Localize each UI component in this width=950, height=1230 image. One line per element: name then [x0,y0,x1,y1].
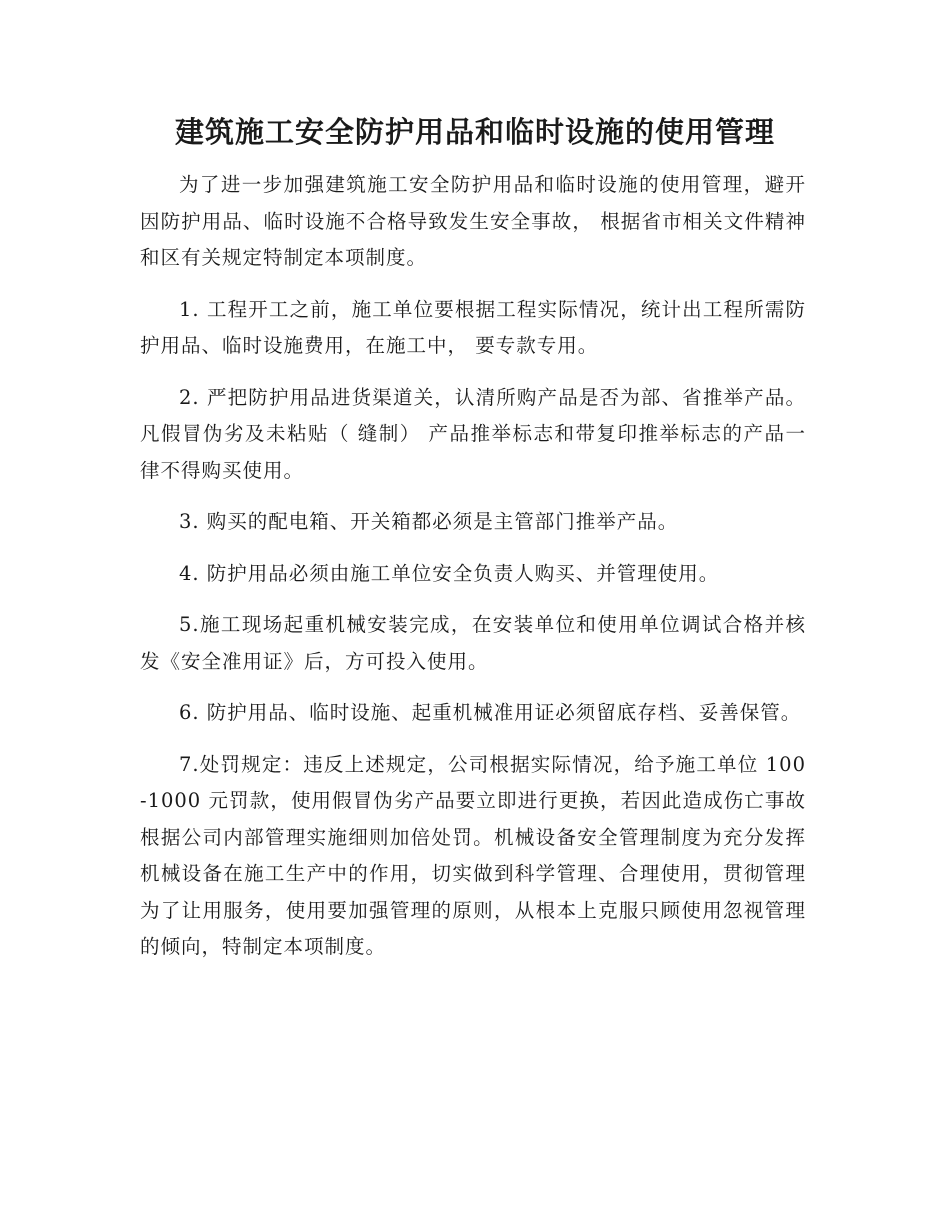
rule-3-paragraph: 3. 购买的配电箱、开关箱都必须是主管部门推举产品。 [179,510,679,533]
document-body [140,167,806,981]
rule-2-paragraph: 2. 严把防护用品进货渠道关，认清所购产品是否为部、省推举产品。凡假冒伪劣及未粘贴（ 缝制） 产品推举标志和带复印推举标志的产品一律不得购买使用。 [140,385,806,482]
document-title: 建筑施工安全防护用品和临时设施的使用管理 [174,115,775,149]
rule-6-paragraph: 6. 防护用品、临时设施、起重机械准用证必须留底存档、妥善保管。 [179,701,802,724]
rule-4-paragraph: 4. 防护用品必须由施工单位安全负责人购买、并管理使用。 [179,561,720,585]
intro-paragraph: 为了进一步加强建筑施工安全防护用品和临时设施的使用管理，避开因防护用品、临时设施不合格导致发生安全事故， 根据省市相关文件精神和区有关规定特制定本项制度。 [140,173,806,269]
rule-5-paragraph: 5.施工现场起重机械安装完成，在安装单位和使用单位调试合格并核发《安全准用证》后，方可投入使用。 [140,613,806,673]
rule-7-paragraph: 7.处罚规定：违反上述规定，公司根据实际情况，给予施工单位 100-1000 元罚款，使用假冒伪劣产品要立即进行更换，若因此造成伤亡事故根据公司内部管理实施细则加倍处罚。机械设备安全管理制度为充分发挥机械设备在施工生产中的作用，切实做到科学管理、合理使用，贯彻管理为了让用服务，使用要加强管理的原则，从根本上克服只顾使用忽视管理的倾向，特制定本项制度。 [140,752,806,958]
rule-1-paragraph: 1. 工程开工之前，施工单位要根据工程实际情况，统计出工程所需防护用品、临时设施费用，在施工中， 要专款专用。 [140,297,806,357]
